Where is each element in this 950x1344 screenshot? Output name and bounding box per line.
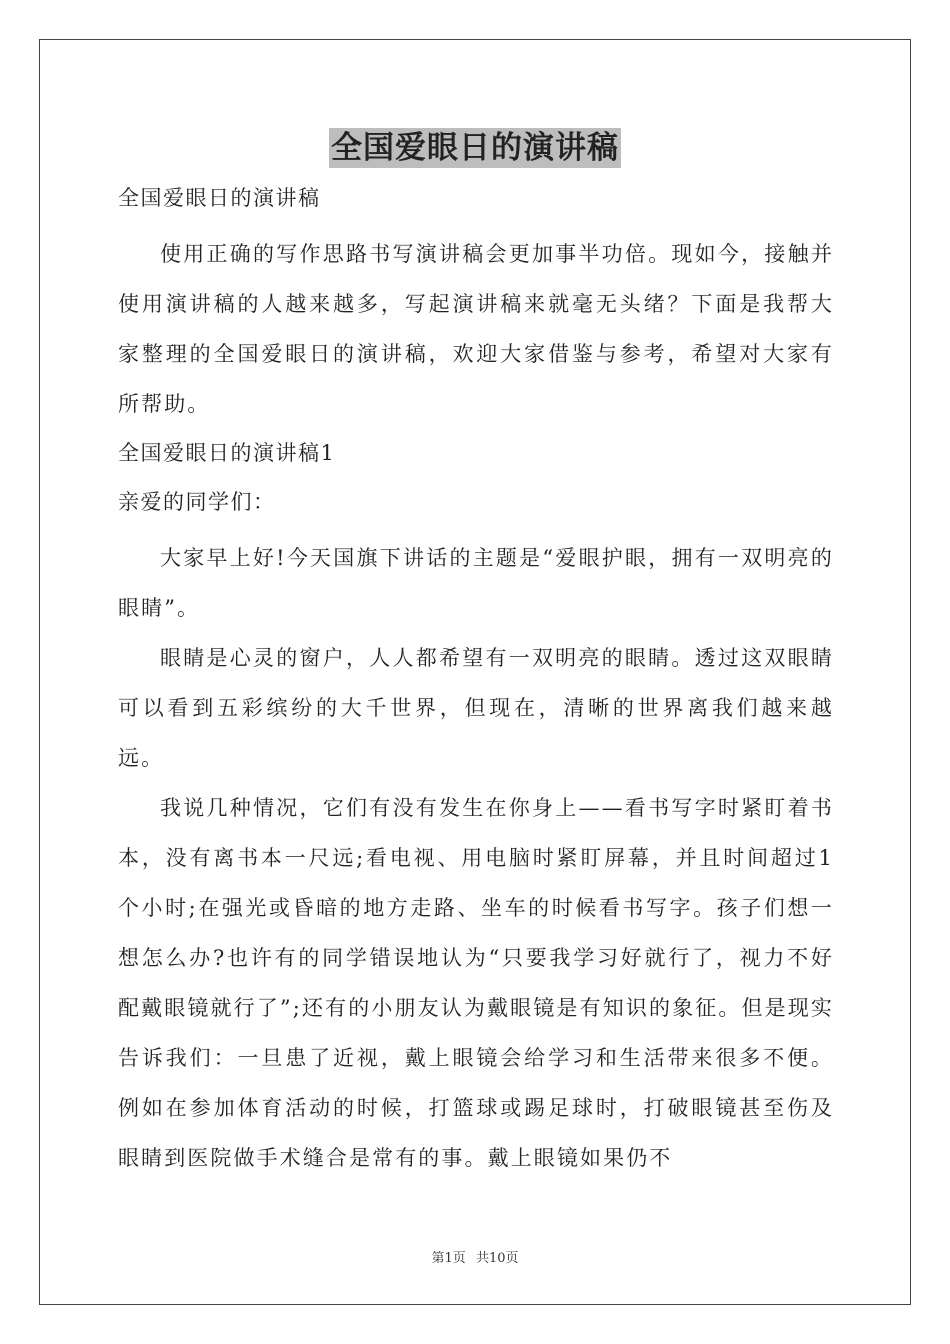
page-number: 第1页 — [431, 1251, 466, 1266]
total-pages: 共10页 — [475, 1251, 519, 1266]
subtitle: 全国爱眼日的演讲稿 — [118, 186, 321, 210]
body-paragraph: 大家早上好!今天国旗下讲话的主题是“爱眼护眼，拥有一双明亮的眼睛”。 — [118, 546, 834, 620]
title-container — [0, 128, 950, 168]
document-title: 全国爱眼日的演讲稿 — [331, 130, 619, 166]
greeting: 亲爱的同学们： — [118, 490, 276, 514]
body-paragraph: 眼睛是心灵的窗户，人人都希望有一双明亮的眼睛。透过这双眼睛可以看到五彩缤纷的大千世界，但现在，清晰的世界离我们越来越远。 — [118, 646, 834, 770]
intro-paragraph: 使用正确的写作思路书写演讲稿会更加事半功倍。现如今，接触并使用演讲稿的人越来越多，写起演讲稿来就毫无头绪？下面是我帮大家整理的全国爱眼日的演讲稿，欢迎大家借鉴与参考，希望对大家有所帮助。 — [118, 242, 834, 416]
section-heading: 全国爱眼日的演讲稿1 — [118, 441, 336, 465]
page-footer — [0, 1247, 950, 1266]
document-body — [118, 180, 834, 1183]
body-paragraph: 我说几种情况，它们有没有发生在你身上——看书写字时紧盯着书本，没有离书本一尺远;看电视、用电脑时紧盯屏幕，并且时间超过1个小时;在强光或昏暗的地方走路、坐车的时候看书写字。孩子们想一想怎么办?也许有的同学错误地认为“只要我学习好就行了，视力不好配戴眼镜就行了”;还有的小朋友认为戴眼镜是有知识的象征。但是现实告诉我们：一旦患了近视，戴上眼镜会给学习和生活带来很多不便。例如在参加体育活动的时候，打篮球或踢足球时，打破眼镜甚至伤及眼睛到医院做手术缝合是常有的事。戴上眼镜如果仍不 — [118, 796, 834, 1170]
